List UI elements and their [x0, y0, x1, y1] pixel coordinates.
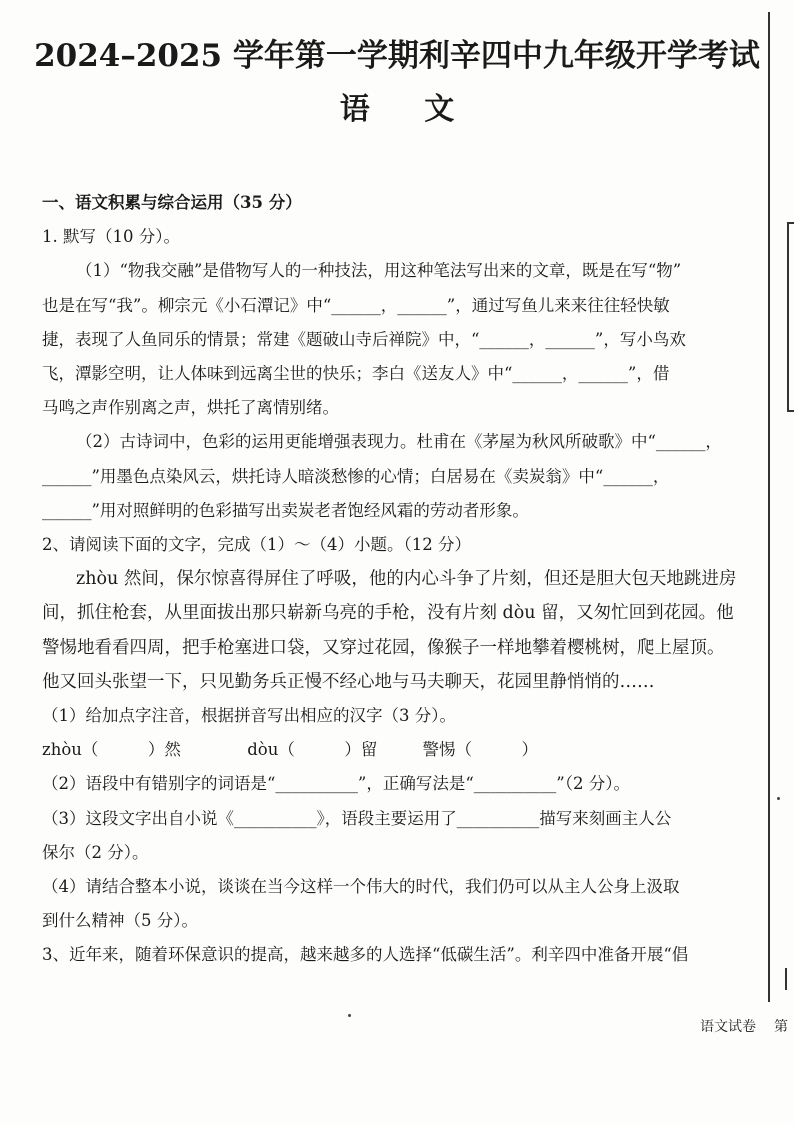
exam-title: 2024–2025 学年第一学期利辛四中九年级开学考试	[34, 38, 760, 74]
q2-sub4-line: （4）请结合整本小说，谈谈在当今这样一个伟大的时代，我们仍可以从主人公身上汲取	[42, 877, 680, 897]
question-2-label: 2、请阅读下面的文字，完成（1）～（4）小题。（12 分）	[42, 535, 471, 555]
exam-subject: 语 文	[339, 92, 477, 127]
binding-line	[768, 12, 770, 1002]
passage-line: 间，抓住枪套，从里面拔出那只崭新乌亮的手枪，没有片刻 dòu 留，又匆忙回到花园。他	[42, 603, 734, 624]
speck	[777, 797, 780, 800]
q2-sub1: （1）给加点字注音，根据拼音写出相应的汉字（3 分）。	[42, 706, 456, 726]
passage-line: zhòu 然间，保尔惊喜得屏住了呼吸，他的内心斗争了片刻，但还是胆大包天地跳进房	[76, 569, 737, 590]
exam-content	[42, 186, 768, 973]
footer-page: 第	[774, 1019, 788, 1035]
q1-p2-line: （2）古诗词中，色彩的运用更能增强表现力。杜甫在《茅屋为秋风所破歌》中“______，	[76, 432, 722, 452]
passage-line: 警惕地看看四周，把手枪塞进口袋，又穿过花园，像猴子一样地攀着樱桃树，爬上屋顶。	[42, 637, 725, 658]
q1-p1-line: 捷，表现了人鱼同乐的情景；常建《题破山寺后禅院》中，“______，______”，写小鸟欢	[42, 329, 686, 349]
pinyin-item: zhòu（ ）然	[42, 740, 181, 760]
question-3-line: 3、近年来，随着环保意识的提高，越来越多的人选择“低碳生活”。利辛四中准备开展“倡	[42, 945, 689, 965]
speck	[348, 1014, 351, 1017]
q1-p1-line: 飞，潭影空明，让人体味到远离尘世的快乐；李白《送友人》中“______，______”，借	[42, 364, 670, 384]
page-footer	[700, 1016, 788, 1036]
q2-sub2: （2）语段中有错别字的词语是“__________”，正确写法是“__________”（2 分）。	[42, 774, 630, 794]
footer-label: 语文试卷	[700, 1019, 756, 1035]
q2-sub3-line: 保尔（2 分）。	[42, 842, 149, 862]
q1-p1-line: 也是在写“我”。柳宗元《小石潭记》中“______，______”，通过写鱼儿来来往往轻快敏	[42, 295, 670, 315]
q1-p2-line: ______”用墨色点染风云，烘托诗人暗淡愁惨的心情；白居易在《卖炭翁》中“______，	[42, 466, 670, 486]
pinyin-row	[42, 733, 768, 767]
q1-p1-line: （1）“物我交融”是借物写人的一种技法，用这种笔法写出来的文章，既是在写“物”	[76, 261, 682, 281]
passage-line: 他又回头张望一下，只见勤务兵正慢不经心地与马夫聊天，花园里静悄悄的……	[42, 671, 655, 692]
section-heading: 一、语文积累与综合运用（35 分）	[42, 193, 302, 212]
q1-p2-line: ______”用对照鲜明的色彩描写出卖炭老者饱经风霜的劳动者形象。	[42, 500, 529, 520]
margin-bracket	[787, 222, 794, 412]
pinyin-item: dòu（ ）留	[247, 740, 378, 760]
q2-sub4-line: 到什么精神（5 分）。	[42, 911, 198, 931]
q1-p1-line: 马鸣之声作别离之声，烘托了离情别绪。	[42, 398, 339, 418]
q2-sub3-line: （3）这段文字出自小说《__________》，语段主要运用了__________描写来刻画主人公	[42, 808, 672, 828]
margin-tick	[785, 968, 787, 990]
pinyin-item: 警惕（ ）	[422, 740, 538, 760]
question-1-label: 1. 默写（10 分）。	[42, 227, 180, 247]
